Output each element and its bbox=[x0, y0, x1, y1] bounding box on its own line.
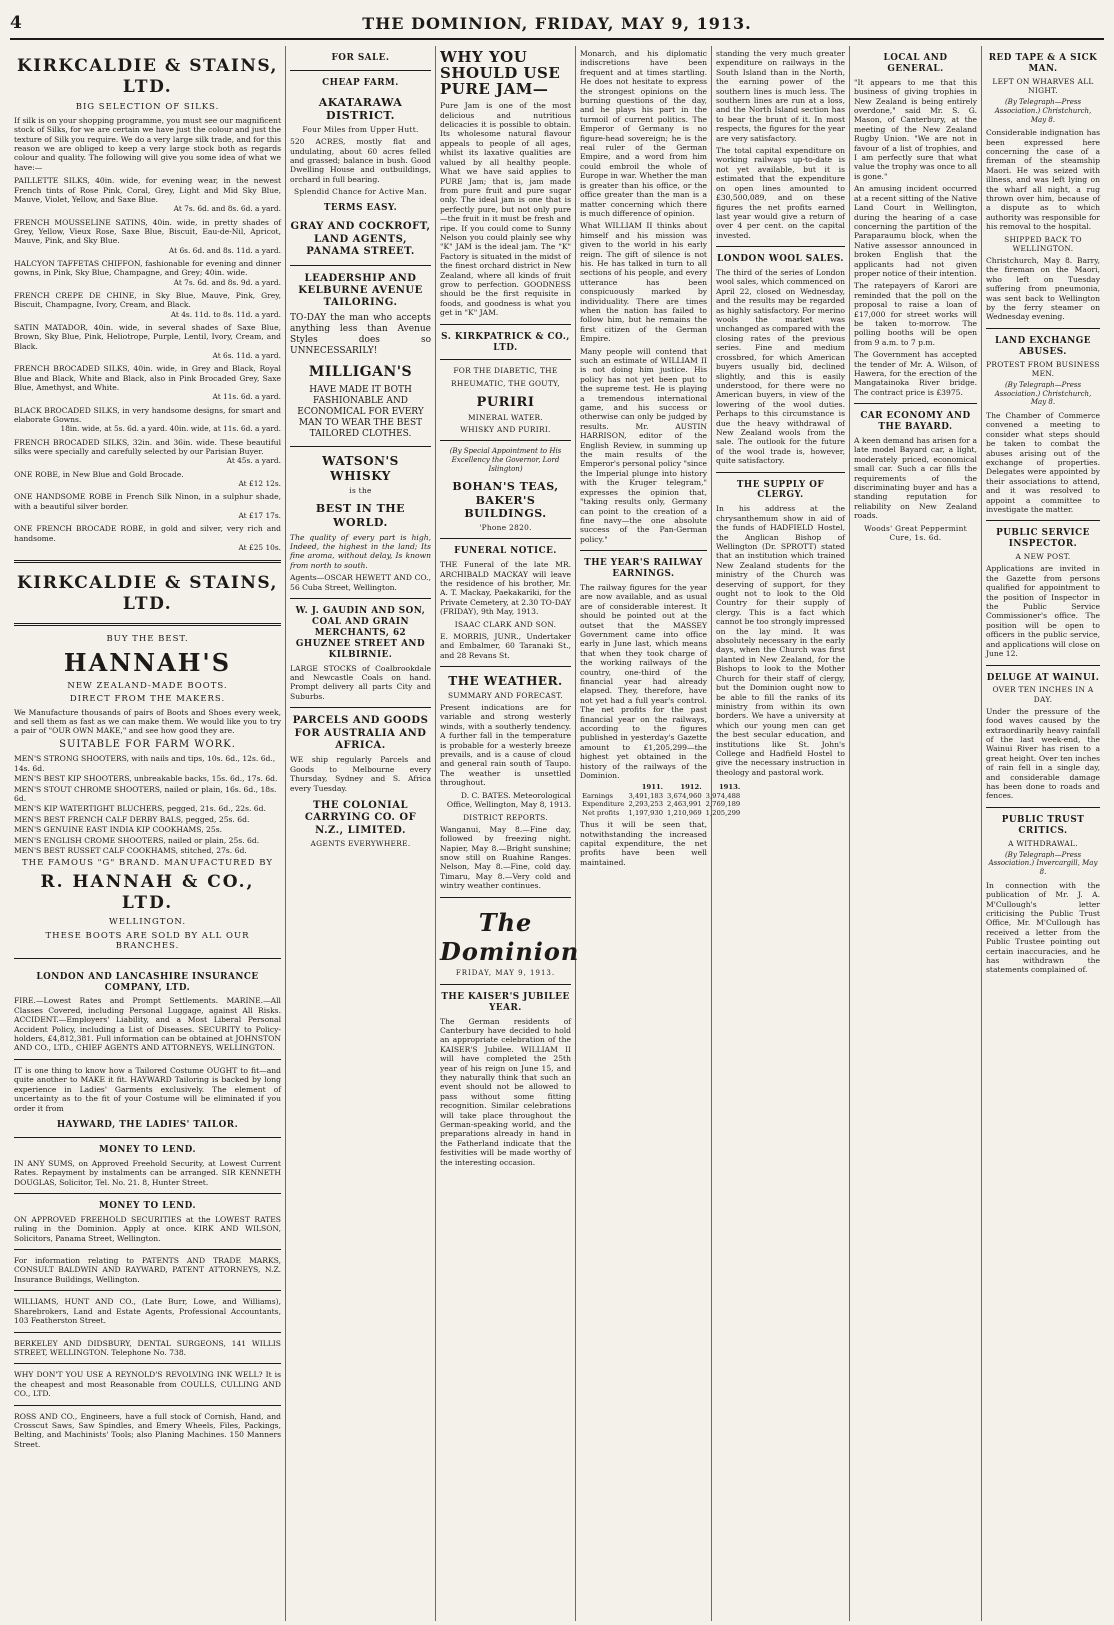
whisky-puriri: WHISKY AND PURIRI. bbox=[460, 425, 551, 435]
money-lend-1: MONEY TO LEND. bbox=[98, 1144, 197, 1155]
hayward-text: IT is one thing to know how a Tailored Costume OUGHT to fit—and quite another to MAKE it fit. HAYWARD Tailoring is backed by long experience in Ladies' Garments exclusively. The element of uncertainty as to the fit of your Costume will be eliminated if you order it from bbox=[14, 1065, 281, 1113]
masthead bbox=[10, 8, 1104, 40]
railway-cell: 1,205,299 bbox=[705, 808, 741, 817]
silk-item bbox=[14, 176, 281, 213]
district-reports: DISTRICT REPORTS. bbox=[463, 812, 548, 822]
boot-item: MEN'S ENGLISH CROME SHOOTERS, nailed or plain, 25s. 6d. bbox=[14, 835, 260, 845]
car-economy-heading: CAR ECONOMY AND THE BAYARD. bbox=[860, 411, 971, 433]
column-editorial bbox=[576, 46, 741, 1621]
funeral-text: THE Funeral of the late MR. ARCHIBALD MACKAY will leave the residence of his brother, Mr. A. T. Mackay, Paekakariki, for the Private Cemetery, at 2.30 TO-DAY (FRIDAY), 9th May, 1913. bbox=[440, 560, 571, 617]
boot-item: MEN'S BEST KIP SHOOTERS, unbreakable backs, 15s. 6d., 17s. 6d. bbox=[14, 774, 278, 784]
silk-item bbox=[14, 470, 281, 489]
silk-item-text: ONE FRENCH BROCADE ROBE, in gold and silver, very rich and handsome. bbox=[14, 524, 281, 543]
withdrawal: A WITHDRAWAL. bbox=[1008, 838, 1078, 848]
railway-cell: 3,491,183 bbox=[628, 791, 664, 800]
masthead-title: THE DOMINION, FRIDAY, MAY 9, 1913. bbox=[362, 13, 752, 33]
kirkcaldie-heading-2: KIRKCALDIE & STAINS, LTD. bbox=[17, 573, 278, 615]
monarch-text-2: What WILLIAM II thinks about himself and his mission was given to the world in his early reign. The gift of silence is not his. He has talked in turn to all sections of his people, and every utterance has been conspicuously marked by individuality. There are times when the nation has failed to follow him, but he remains the first citizen of the German Empire. bbox=[580, 221, 707, 344]
puriri: PURIRI bbox=[476, 394, 535, 410]
jubilee-text: The German residents of Canterbury have decided to hold an appropriate celebration of the KAISER'S Jubilee. WILLIAM II will have completed the 25th year of his reign on June 15, and they naturally think that such an event should not be allowed to pass without some fitting recognition. Similar celebrations will take place throughout the German-speaking world, and the preparations already in hand in the Fatherland indicate that the festivities will be made worthy of the interesting occasion. bbox=[440, 1016, 571, 1167]
railway-header-cell bbox=[580, 783, 626, 791]
ross-ad: ROSS AND CO., Engineers, have a full stock of Cornish, Hand, and Crosscut Saws, Saw Spindles, and Emery Wheels, Files, Packings, Belting, and Machinists' Tools; also Planing Machines. 150 Manners Street. bbox=[14, 1411, 281, 1449]
silks-intro: If silk is on your shopping programme, you must see our magnificent stock of Silks, for we are certain we have just the colour and just the texture of Silk you require. We do a very large silk trade, and for this reason we are obliged to keep a very large stock both as regards colour and quality. The following will give you some idea of what we have:— bbox=[14, 115, 281, 172]
is-the: is the bbox=[349, 486, 372, 496]
local-text-4: The Government has accepted the tender of Mr. A. Wilson, of Hawera, for the erection of the Mangatainoka River bridge. The contract price is £3975. bbox=[854, 350, 977, 397]
column-telegraph-news bbox=[982, 46, 1104, 1621]
railway-cell: 3,674,960 bbox=[667, 791, 702, 800]
column-local-general bbox=[850, 46, 982, 1621]
car-text: A keen demand has arisen for a late model Bayard car, a light, moderately priced, economical small car. Such a car fills the requirements of the discriminating buyer and has a standing reputation for reliability on New Zealand roads. bbox=[854, 436, 977, 521]
wool-heading: LONDON WOOL SALES. bbox=[717, 254, 844, 265]
railway-cell: Expenditure bbox=[582, 800, 625, 809]
silk-item bbox=[14, 524, 281, 552]
silk-item-price: At 6s. 11d. a yard. bbox=[212, 351, 281, 361]
milligan-text: HAVE MADE IT BOTH FASHIONABLE AND ECONOMICAL FOR EVERY MAN TO WEAR THE BEST TAILORED CLOTHES. bbox=[297, 384, 424, 440]
over-ten-inches: OVER TEN INCHES IN A DAY. bbox=[992, 685, 1094, 704]
boot-item: MEN'S KIP WATERTIGHT BLUCHERS, pegged, 21s. 6d., 22s. 6d. bbox=[14, 804, 266, 814]
shipped-text: Christchurch, May 8. Barry, the fireman on the Maori, who left on Tuesday suffering from pneumonia, was sent back to Wellington by the ferry steamer on Wednesday evening. bbox=[986, 255, 1100, 322]
parcels-text: WE ship regularly Parcels and Goods to Melbourne every Thursday, Sydney and S. Africa every Tuesday. bbox=[290, 755, 431, 793]
berkeley-ad: BERKELEY AND DIDSBURY, DENTAL SURGEONS, 141 WILLIS STREET, WELLINGTON. Telephone No. 738. bbox=[14, 1338, 281, 1357]
inspector-text: Applications are invited in the Gazette from persons qualified for appointment to the position of Inspector in the Public Service Commissioner's office. The position will be open to officers in the public service, and applications will close on June 12. bbox=[986, 564, 1100, 659]
land-text: The Chamber of Commerce convened a meeting to consider what steps should be taken to combat the abuses arising out of the exchange of properties. Delegates were appointed by their associations to attend, and it was resolved to appoint a committee to investigate the matter. bbox=[986, 411, 1100, 515]
royal-appointment: (By Special Appointment to His Excellency the Governor, Lord Islington) bbox=[449, 447, 562, 473]
direct-from-makers: DIRECT FROM THE MAKERS. bbox=[69, 694, 226, 705]
column-classifieds bbox=[286, 46, 436, 1621]
silk-item bbox=[14, 438, 281, 466]
inspector-heading: PUBLIC SERVICE INSPECTOR. bbox=[996, 528, 1090, 550]
cheap-farm: CHEAP FARM. bbox=[322, 77, 399, 88]
railway-end: Thus it will be seen that, notwithstanding the increased capital expenditure, the net profits have been well maintained. bbox=[580, 820, 707, 867]
akatarawa: AKATARAWA DISTRICT. bbox=[318, 95, 403, 123]
column-jam-weather bbox=[436, 46, 580, 1621]
patents-ad: For information relating to PATENTS AND TRADE MARKS, CONSULT BALDWIN AND RAYWARD, PATENT ATTORNEYS, N.Z. Insurance Buildings, Wellington. bbox=[14, 1256, 281, 1284]
silk-item-text: PAILLETTE SILKS, 40in. wide, for evening wear, in the newest French tints of Rose Pink, Coral, Grey, Light and Mid Sky Blue, Mauve, Violet, Yellow, and Saxe Blue. bbox=[14, 176, 281, 204]
red-tape-text: Considerable indignation has been expressed here concerning the case of a fireman of the steamship Maori. He was seized with illness, and was left lying on the wharf all night, a rug thrown over him, because of a dispute as to which authority was responsible for his removal to the hospital. bbox=[986, 128, 1100, 232]
watson-agents: Agents—OSCAR HEWETT AND CO., 56 Cuba Street, Wellington. bbox=[290, 573, 431, 592]
press-byline-3: (By Telegraph—Press Association.) Invercargill, May 8. bbox=[988, 850, 1098, 877]
why-pure-jam: WHY YOU SHOULD USE PURE JAM— bbox=[440, 48, 561, 98]
protest-business: PROTEST FROM BUSINESS MEN. bbox=[986, 359, 1100, 378]
new-post: A NEW POST. bbox=[1015, 552, 1071, 562]
page-number: 4 bbox=[10, 13, 22, 33]
dominion-nameplate: The Dominion bbox=[440, 907, 580, 967]
local-text-1: "It appears to me that this business of giving trophies in New Zealand is being entirely overdone," said Mr. S. G. Mason, of Canterbury, at the meeting of the New Zealand Rugby Union. "We are not in favour of a list of trophies, and I am perfectly sure that what value the trophy was once to all is gone." bbox=[854, 77, 977, 181]
hannahs-heading: HANNAH'S bbox=[63, 647, 232, 677]
silk-item bbox=[14, 259, 281, 287]
boot-item: MEN'S BEST RUSSET CALF COOKHAMS, stitched, 27s. 6d. bbox=[14, 845, 247, 855]
silk-item-price: At 7s. 6d. and 8s. 9d. a yard. bbox=[173, 277, 281, 287]
railway-cell: 2,293,253 bbox=[628, 800, 664, 809]
silk-item bbox=[14, 492, 281, 520]
left-wharves: LEFT ON WHARVES ALL NIGHT. bbox=[992, 76, 1094, 95]
reynolds-ad: WHY DON'T YOU USE A REYNOLD'S REVOLVING INK WELL? It is the cheapest and most Reasonable from COULLS, CULLING AND CO., LTD. bbox=[14, 1370, 281, 1399]
silk-list bbox=[14, 176, 281, 552]
district-text: Wanganui, May 8.—Fine day, followed by freezing night. Napier, May 8.—Bright sunshine; snow still on Ruahine Ranges. Nelson, May 8.—Fine, cold day. Timaru, May 8.—Very cold and wintry weather continues. bbox=[440, 824, 571, 891]
hannah-intro: We Manufacture thousands of pairs of Boots and Shoes every week, and sell them as fast as we can make them. We would like you to try a pair of "OUR OWN MAKE," and see how good they are. bbox=[14, 707, 281, 736]
press-byline-2: (By Telegraph—Press Association.) Christchurch, May 8. bbox=[994, 380, 1092, 407]
weather-signature: D. C. BATES. Meteorological Office, Wellington, May 8, 1913. bbox=[446, 790, 571, 810]
insurance-title: LONDON AND LANCASHIRE INSURANCE COMPANY, LTD. bbox=[36, 971, 259, 993]
money-text-1: IN ANY SUMS, on Approved Freehold Security, at Lowest Current Rates. Repayment by instalments can be arranged. SIR KENNETH DOUGLAS, Solicitor, Tel. No. 21. 8, Hunter Street. bbox=[14, 1158, 281, 1187]
buy-best: BUY THE BEST. bbox=[106, 634, 189, 645]
silk-item-price: At 6s. 6d. and 8s. 11d. a yard. bbox=[168, 245, 281, 255]
parcels-heading: PARCELS AND GOODS FOR AUSTRALIA AND AFRICA. bbox=[292, 715, 429, 751]
railway-header-cell: 1912. bbox=[680, 783, 702, 792]
railway-cell: 3,974,488 bbox=[705, 791, 741, 800]
milligans: MILLIGAN'S bbox=[308, 364, 413, 381]
wellington-label: WELLINGTON. bbox=[108, 917, 187, 928]
gray-cockroft: GRAY AND COCKROFT, LAND AGENTS, PANAMA STREET. bbox=[290, 221, 431, 258]
silk-item bbox=[14, 323, 281, 360]
silk-item bbox=[14, 406, 281, 434]
insurance-text: FIRE.—Lowest Rates and Prompt Settlements. MARINE.—All Classes Covered, including Personal Luggage, against All Risks. ACCIDENT.—Employers' Liability, and a Most Liberal Personal Accident Policy, including a List of Diseases. SECURITY to Policy-holders, £4,812,381. Full information can be obtained at JOHNSTON AND CO., LTD., CHIEF AGENTS AND ATTORNEYS, WELLINGTON. bbox=[14, 996, 281, 1053]
funeral-notice: FUNERAL NOTICE. bbox=[454, 546, 557, 557]
columns bbox=[10, 46, 1104, 1621]
today-text: TO-DAY the man who accepts anything less than Avenue Styles does so UNNECESSARILY! bbox=[290, 312, 431, 357]
for-diabetic: FOR THE DIABETIC, THE bbox=[453, 366, 558, 376]
morris-ad: E. MORRIS, JUNR., Undertaker and Embalmer, 60 Taranaki St., and 28 Revans St. bbox=[440, 631, 571, 660]
farm-work: SUITABLE FOR FARM WORK. bbox=[59, 738, 236, 750]
silk-item-text: FRENCH BROCADED SILKS, 32in. and 36in. wide. These beautiful silks were specially and carefully selected by our Parisian Buyer. bbox=[14, 437, 281, 457]
silk-item-text: FRENCH BROCADED SILKS, 40in. wide, in Grey and Black, Royal Blue and Black, White and Black, also in Pink Brocaded Grey, Saxe Blue, Amethyst, and White. bbox=[14, 364, 281, 393]
railway-cell: 1,197,930 bbox=[628, 808, 664, 817]
silk-item-price: At 7s. 6d. and 8s. 6d. a yard. bbox=[173, 204, 281, 214]
watsons-whisky: WATSON'S WHISKY bbox=[322, 454, 399, 484]
silk-item-text: FRENCH MOUSSELINE SATINS, 40in. wide, in pretty shades of Grey, Yellow, Vieux Rose, Saxe Blue, Biscuit, Eau-de-Nil, Apricot, Mauve, Pink, and Sky Blue. bbox=[14, 217, 281, 246]
gaudin-text: LARGE STOCKS of Coalbrookdale and Newcastle Coals on hand. Prompt delivery all parts City and Suburbs. bbox=[290, 663, 431, 701]
local-text-2: An amusing incident occurred at a recent sitting of the Native Land Court in Wellington, during the hearing of a case concerning the partition of the Paraparaumu block, when the Native assessor announced in broken English that the applicants had not given proper notice of their intention. bbox=[854, 184, 977, 278]
trust-text: In connection with the publication of Mr. J. A. M'Cullough's letter criticising the Public Trust Office, Mr. M'Cullough has received a letter from the Public Trustee pointing out certain inaccuracies, and he has withdrawn the statements complained of. bbox=[986, 880, 1100, 975]
silk-item-price: At £25 10s. bbox=[238, 543, 281, 552]
kirkcaldie-heading: KIRKCALDIE & STAINS, LTD. bbox=[17, 56, 278, 98]
railway-header-cell: 1911. bbox=[641, 783, 664, 792]
jam-text: Pure Jam is one of the most delicious and nutritious delicacies it is possible to obtain. Its wholesome natural flavour appeals to people of all ages, whilst its laxative qualities are valued by all healthy people. What we have said applies to PURE Jam; that is, jam made from pure fruit and pure sugar only. The ideal jam is one that is perfectly pure, but not only pure—the fruit in it must be fresh and ripe. If you could come to Sunny Nelson you could plainly see why "K" JAM is the ideal jam. The "K" Factory is situated in the midst of the finest orchard district in New Zealand, where all kinds of fruit grow to perfection. GOODNESS should be the first requisite in foods, and goodness is what you get in "K" JAM. bbox=[440, 101, 571, 318]
silk-item-text: ONE ROBE, in New Blue and Gold Brocade. bbox=[14, 469, 184, 479]
four-miles: Four Miles from Upper Hutt. bbox=[302, 125, 419, 135]
hannahs-sub: NEW ZEALAND-MADE BOOTS. bbox=[67, 680, 228, 691]
boot-item: MEN'S STOUT CHROME SHOOTERS, nailed or plain, 16s. 6d., 18s. 6d. bbox=[14, 784, 277, 803]
railway-header-cell: 1913. bbox=[718, 783, 741, 792]
column-kirkcaldie-ads bbox=[10, 46, 286, 1621]
silk-item-text: BLACK BROCADED SILKS, in very handsome designs, for smart and elaborate Gowns. bbox=[14, 405, 281, 425]
silk-item-price: At 45s. a yard. bbox=[226, 456, 281, 466]
shipped-back: SHIPPED BACK TO WELLINGTON. bbox=[1004, 234, 1082, 253]
silk-item-price: At 4s. 11d. to 8s. 11d. a yard. bbox=[170, 309, 281, 319]
hannah-company: R. HANNAH & CO., LTD. bbox=[40, 871, 255, 913]
sold-branches: THESE BOOTS ARE SOLD BY ALL OUR BRANCHES. bbox=[45, 930, 250, 952]
monarch-text: Monarch, and his diplomatic indiscretions have been frequent and at times startling. He does not hesitate to express the strongest opinions on the burning questions of the day, and he plays his part in the turmoil of current politics. The Emperor of Germany is no figure-head sovereign; he is the real ruler of the German Empire, and a word from him could embroil the whole of Europe in war. Whether the man is greater than his office, or the office greater than the man is a matter concerning which there is much difference of opinion. bbox=[580, 49, 707, 218]
splendid-chance: Splendid Chance for Active Man. bbox=[293, 187, 428, 197]
isaac-clark: ISAAC CLARK AND SON. bbox=[454, 619, 557, 629]
weather-heading: THE WEATHER. bbox=[448, 674, 563, 688]
silk-item-price: At £12 12s. bbox=[238, 479, 281, 489]
terms-easy: TERMS EASY. bbox=[323, 203, 398, 214]
best-in-world: BEST IN THE WORLD. bbox=[315, 502, 406, 529]
williams-ad: WILLIAMS, HUNT AND CO., (Late Burr, Lowe, and Williams), Sharebrokers, Land and Estate Agents, Professional Accountants, 103 Featherston Street. bbox=[14, 1297, 281, 1326]
railway-cell: 2,463,991 bbox=[667, 800, 702, 809]
deluge-text: Under the pressure of the food waves caused by the extraordinarily heavy rainfall of the last week-end, the Wainui River has risen to a great height. Over ten inches of rain fell in a single day, and considerable damage has been done to roads and fences. bbox=[986, 706, 1100, 801]
press-byline-1: (By Telegraph—Press Association.) Christchurch, May 8. bbox=[994, 98, 1092, 124]
railway-cell: Net profits bbox=[582, 808, 620, 817]
silk-item-text: ONE HANDSOME ROBE in French Silk Ninon, in a sulphur shade, with a beautiful silver border. bbox=[14, 492, 281, 511]
column-wool-clergy bbox=[712, 46, 850, 1621]
leadership-heading: LEADERSHIP AND KELBURNE AVENUE TAILORING. bbox=[298, 272, 423, 309]
watson-text: The quality of every part is high, Indeed, the highest in the land; Its fine aroma, without delay, Is known from north to south. bbox=[290, 532, 431, 570]
silks-heading: BIG SELECTION OF SILKS. bbox=[75, 102, 220, 113]
weather-summary: SUMMARY AND FORECAST. bbox=[447, 690, 564, 700]
bohans-teas: BOHAN'S TEAS, BAKER'S BUILDINGS. bbox=[452, 480, 559, 521]
red-tape-heading: RED TAPE & A SICK MAN. bbox=[988, 53, 1098, 74]
money-text-2: ON APPROVED FREEHOLD SECURITIES at the LOWEST RATES ruling in the Dominion. Apply at once. KIRK AND WILSON, Solicitors, Panama Street, Wellington. bbox=[14, 1214, 281, 1243]
brand-line: THE FAMOUS "G" BRAND. MANUFACTURED BY bbox=[21, 858, 273, 869]
silk-item-price: At £17 17s. bbox=[238, 511, 281, 521]
weather-text: Present indications are for variable and strong westerly winds, with a southerly tendency. A further fall in the temperature is probable for a westerly breeze prevails, and is a cause of cloud and general rain south of Taupo. The weather is unsettled throughout. bbox=[440, 703, 571, 788]
silk-item-text: SATIN MATADOR, 40in. wide, in several shades of Saxe Blue, Brown, Sky Blue, Pink, Heliotrope, Purple, Lentil, Ivory, Cream, and Black. bbox=[14, 322, 281, 351]
public-trust-heading: PUBLIC TRUST CRITICS. bbox=[1001, 814, 1085, 836]
clergy-heading: THE SUPPLY OF CLERGY. bbox=[736, 479, 825, 501]
local-general-heading: LOCAL AND GENERAL. bbox=[883, 53, 948, 74]
railway-text: The railway figures for the year are now available, and as usual are of considerable interest. It should be pointed out at the outset that the MASSEY Government came into office early in June last, which means that when they took charge of the working railways of the country, one-third of the financial year had already elapsed. They, therefore, have not yet had a full year's control. The net profits for the past financial year on the railways, according to the figures published in yesterday's Gazette amount to £1,205,299—the highest yet obtained in the history of the railways of the Dominion. bbox=[580, 582, 707, 781]
clergy-text: In his address at the chrysanthemum show in aid of the funds of HADFIELD Hostel, the Anglican Bishop of Wellington (Dr. SPROTT) stated that an institution which trained New Zealand students for the ministry of the Church was deserving of support, for they ought not to look to the Old Country for their supply of clergy. This is a fact which cannot be too strongly impressed on the lay mind. It was absolutely necessary in the early days, when the Church was first planted in New Zealand, for the Bishops to look to the Mother Church for their staff of clergy, but the Dominion ought now to be able to fill the ranks of its ministry from within its own borders. We have a university at which our young men can get the best secular education, and institutions like St. John's College and Hadfield Hostel to give the necessary instruction in theology and pastoral work. bbox=[716, 504, 845, 777]
rheumatic: RHEUMATIC, THE GOUTY, bbox=[451, 378, 560, 388]
silk-item bbox=[14, 291, 281, 319]
railway-cell: 1,210,969 bbox=[667, 808, 702, 817]
silk-item-price: At 11s. 6d. a yard. bbox=[212, 392, 281, 402]
carrying-co: THE COLONIAL CARRYING CO. OF N.Z., LIMITED. bbox=[304, 800, 417, 836]
gaudin: W. J. GAUDIN AND SON, COAL AND GRAIN MERCHANTS, 62 GHUZNEE STREET AND KILBIRNIE. bbox=[295, 606, 426, 660]
silk-item bbox=[14, 364, 281, 401]
kirkpatrick: S. KIRKPATRICK & CO., LTD. bbox=[441, 331, 570, 353]
railway-continued: standing the very much greater expenditure on railways in the South Island than in the North, the earning power of the southern lines is much less. The southern lines are run at a loss, and the North Island section has to bear the brunt of it. In most respects, the figures for the year are very satisfactory. bbox=[716, 49, 845, 143]
boot-list bbox=[14, 754, 281, 855]
bohans-phone: 'Phone 2820. bbox=[479, 523, 532, 533]
monarch-text-3: Many people will contend that such an estimate of WILLIAM II is not doing him justice. His policy has not yet been put to the supreme test. He is playing a tremendous international game, and his success or otherwise can only be judged by results. Mr. AUSTIN HARRISON, editor of the English Review, in summing up the main results of the Emperor's personal policy "since the Imperial plunge into history with the Kruger telegram," expresses the opinion that, "taking results only, Germany can point to the creation of a fine navy—the one absolute success of the Pan-German policy." bbox=[580, 346, 707, 544]
railway-cell: 2,769,189 bbox=[705, 800, 741, 809]
woods-peppermint: Woods' Great Peppermint Cure, 1s. 6d. bbox=[864, 523, 967, 542]
jubilee-heading: THE KAISER'S JUBILEE YEAR. bbox=[441, 991, 570, 1013]
railway-heading: THE YEAR'S RAILWAY EARNINGS. bbox=[584, 558, 703, 580]
railway-continued-2: The total capital expenditure on working railways up-to-date is not yet available, but it is estimated that the expenditure on open lines amounted to £30,500,089, and on these figures the net profits earned last year would give a return of over 4 per cent. on the capital invested. bbox=[716, 146, 845, 240]
hayward-name: HAYWARD, THE LADIES' TAILOR. bbox=[56, 1119, 239, 1130]
for-sale: FOR SALE. bbox=[331, 53, 390, 63]
railway-cell: Earnings bbox=[582, 791, 614, 800]
silk-item-text: HALCYON TAFFETAS CHIFFON, fashionable for evening and dinner gowns, in Pink, Sky Blue, Champagne, and Grey; 40in. wide. bbox=[14, 258, 281, 278]
dominion-date: FRIDAY, MAY 9, 1913. bbox=[455, 969, 556, 978]
land-exchange-heading: LAND EXCHANGE ABUSES. bbox=[994, 335, 1091, 357]
deluge-heading: DELUGE AT WAINUI. bbox=[986, 672, 1100, 683]
local-text-3: The ratepayers of Karori are reminded that the poll on the proposal to raise a loan of £17,000 for street works will be taken to-morrow. The polling booths will be open from 9 a.m. to 7 p.m. bbox=[854, 281, 977, 347]
money-lend-2: MONEY TO LEND. bbox=[98, 1200, 197, 1211]
agents-everywhere: AGENTS EVERYWHERE. bbox=[310, 839, 411, 849]
wool-text: The third of the series of London wool sales, which commenced on April 22, closed on Wednesday, and the results may be regarded as highly satisfactory. For merino wools the market was unchanged as compared with the closing rates of the previous series. Fine and medium crossbred, for which American buyers usually bid, declined slightly, and this is easily understood, for there were no American buyers, in view of the lowering of the wool duties. Perhaps to this circumstance is due the heavy withdrawal of New Zealand wools from the sale. The outlook for the future of the wool trade is, however, quite satisfactory. bbox=[716, 268, 845, 466]
boot-item: MEN'S STRONG SHOOTERS, with nails and tips, 10s. 6d., 12s. 6d., 14s. 6d. bbox=[14, 754, 276, 773]
silk-item bbox=[14, 218, 281, 255]
acres-text: 520 ACRES, mostly flat and undulating, about 60 acres felled and grassed; balance in bush. Good Dwelling House and outbuildings, orchard in full bearing. bbox=[290, 137, 431, 184]
mineral-water: MINERAL WATER. bbox=[467, 412, 544, 422]
boot-item: MEN'S BEST FRENCH CALF DERBY BALS, pegged, 25s. 6d. bbox=[14, 814, 250, 824]
boot-item: MEN'S GENUINE EAST INDIA KIP COOKHAMS, 25s. bbox=[14, 825, 223, 835]
silk-item-text: FRENCH CREPE DE CHINE, in Sky Blue, Mauve, Pink, Grey, Biscuit, Champagne, Ivory, Cream, and Black. bbox=[14, 290, 281, 310]
silk-item-price: 18in. wide, at 5s. 6d. a yard. 40in. wide, at 11s. 6d. a yard. bbox=[60, 424, 281, 434]
